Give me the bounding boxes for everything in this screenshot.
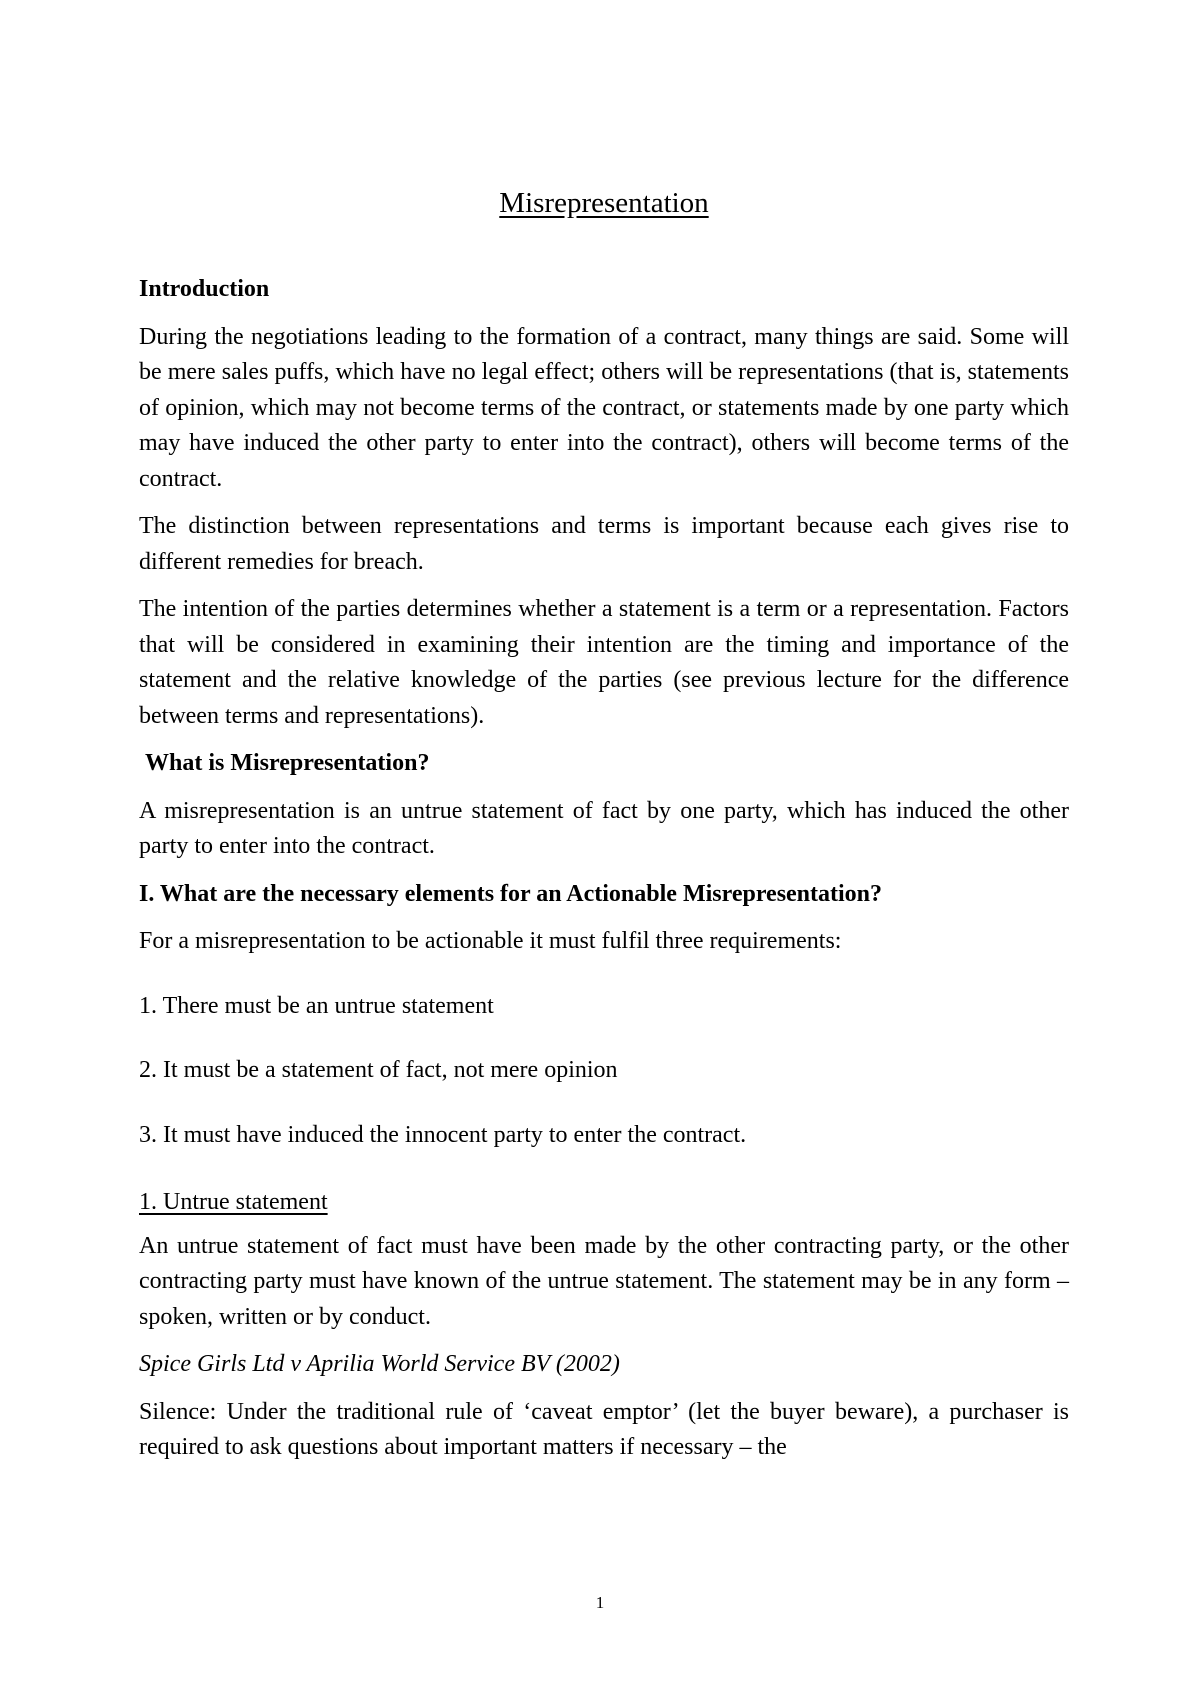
- introduction-heading: Introduction: [139, 276, 270, 302]
- definition-heading: What is Misrepresentation?: [145, 750, 430, 776]
- page-number: 1: [595, 1593, 605, 1612]
- document-body: [139, 182, 1069, 1478]
- document-title: Misrepresentation: [499, 187, 709, 219]
- definition-paragraph: A misrepresentation is an untrue statement of fact by one party, which has induced the other party to enter into the contract.: [139, 797, 1069, 859]
- requirement-item-1: 1. There must be an untrue statement: [139, 992, 494, 1019]
- untrue-statement-heading: 1. Untrue statement: [139, 1189, 328, 1215]
- introduction-paragraph-2: The distinction between representations and terms is important because each gives rise to different remedies for breach.: [139, 513, 1069, 575]
- introduction-paragraph-3: The intention of the parties determines whether a statement is a term or a representation. Factors that will be considered in examining their intention are the timing and importance of the statement and the relative knowledge of the parties (see previous lecture for the difference between terms and representations).: [139, 596, 1069, 729]
- elements-heading: I. What are the necessary elements for an Actionable Misrepresentation?: [139, 880, 883, 907]
- requirement-item-3: 3. It must have induced the innocent party to enter the contract.: [139, 1121, 747, 1148]
- case-citation: Spice Girls Ltd v Aprilia World Service BV (2002): [139, 1351, 620, 1377]
- requirement-item-2: 2. It must be a statement of fact, not mere opinion: [139, 1057, 618, 1083]
- silence-paragraph: Silence: Under the traditional rule of ‘caveat emptor’ (let the buyer beware), a purchaser is required to ask questions about important matters if necessary – the: [139, 1398, 1069, 1460]
- untrue-statement-paragraph: An untrue statement of fact must have been made by the other contracting party, or the other contracting party must have known of the untrue statement. The statement may be in any form – spoken, written or by conduct.: [139, 1232, 1069, 1330]
- introduction-paragraph-1: During the negotiations leading to the formation of a contract, many things are said. Some will be mere sales puffs, which have no legal effect; others will be representations (that is, statements of opinion, which may not become terms of the contract, or statements made by one party which may have induced the other party to enter into the contract), others will become terms of the contract.: [139, 323, 1069, 492]
- elements-intro: For a misrepresentation to be actionable it must fulfil three requirements:: [139, 928, 842, 954]
